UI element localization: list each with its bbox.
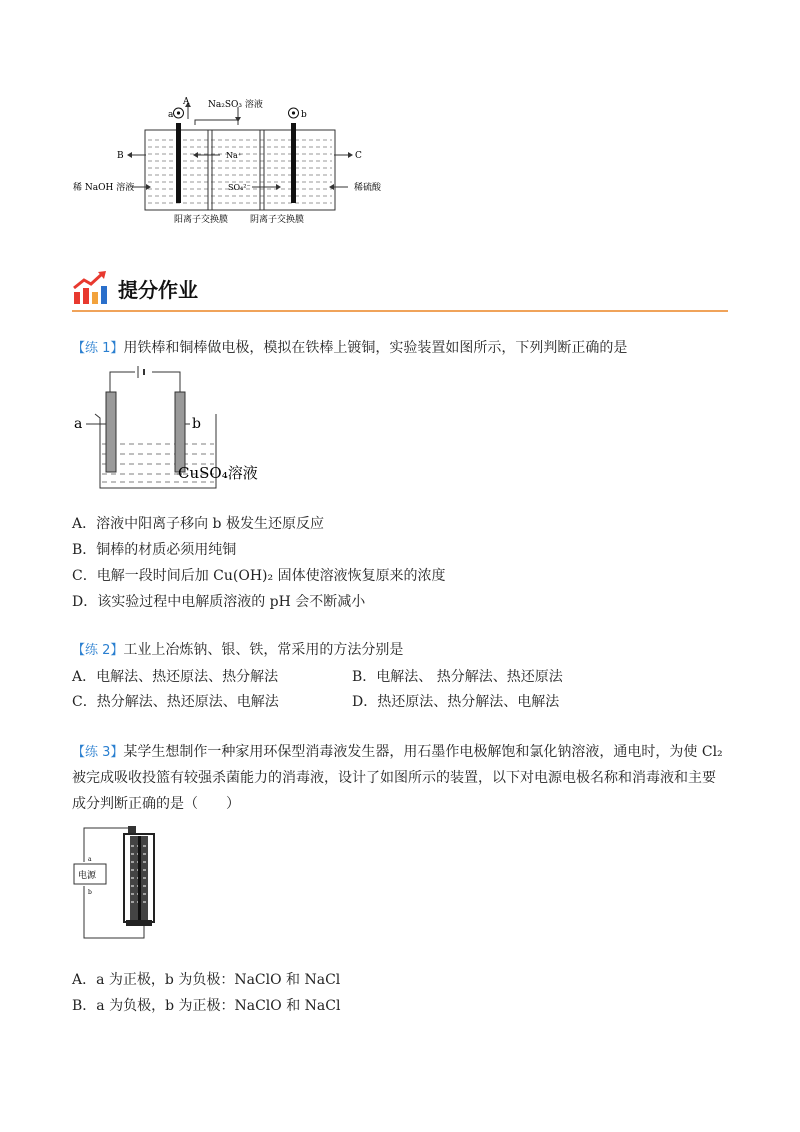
q1-option-b[interactable]: B．铜棒的材质必须用纯铜 <box>72 542 237 558</box>
q2-option-d[interactable]: D．热还原法、热分解法、电解法 <box>352 694 560 710</box>
q1-option-a[interactable]: A．溶液中阳离子移向 b 极发生还原反应 <box>72 516 324 532</box>
q3-terminal-b: b <box>88 889 92 896</box>
q1-solution-label: CuSO₄溶液 <box>178 464 258 482</box>
q2-stem: 工业上冶炼钠、银、铁，常采用的方法分别是 <box>123 642 404 658</box>
cation-membrane-label: 阳离子交换膜 <box>174 215 229 225</box>
q3-option-b[interactable]: B．a 为负极，b 为正极：NaClO 和 NaCl <box>72 998 341 1014</box>
na-ion-label: Na⁺ <box>226 151 242 160</box>
electrode-a-label: a <box>168 110 174 120</box>
q2-option-a[interactable]: A．电解法、热还原法、热分解法 <box>72 669 279 685</box>
q1-stem-line <box>72 338 627 359</box>
q1-electroplating-figure <box>70 362 270 497</box>
q2-option-b[interactable]: B．电解法、 热分解法、热还原法 <box>352 669 563 685</box>
q3-stem-1: 某学生想制作一种家用环保型消毒液发生器，用石墨作电极解饱和氯化钠溶液，通电时，为使 Cl₂ <box>123 744 723 760</box>
disinfectant-generator-diagram <box>72 822 172 944</box>
q3-tag: 【练 3】 <box>72 745 124 760</box>
q3-terminal-a: a <box>88 856 92 863</box>
q1-stem: 用铁棒和铜棒做电极，模拟在铁棒上镀铜，实验装置如图所示，下列判断正确的是 <box>123 340 628 356</box>
electroplating-diagram <box>70 362 270 497</box>
q1-option-d[interactable]: D．该实验过程中电解质溶液的 pH 会不断减小 <box>72 594 366 610</box>
outlet-A-label: A <box>183 97 190 107</box>
na2so3-label: Na₂SO₃ 溶液 <box>208 100 263 110</box>
q3-stem-line3: 成分判断正确的是（ ） <box>72 796 240 812</box>
section-divider <box>72 310 728 312</box>
outlet-B-label: B <box>117 151 124 161</box>
so4-ion-label: SO₄²⁻ <box>228 183 251 192</box>
naoh-label: 稀 NaOH 溶液 <box>73 183 135 193</box>
q1-tag: 【练 1】 <box>72 341 124 356</box>
section-title: 提分作业 <box>118 278 198 302</box>
q1-electrode-a-label: a <box>74 416 83 432</box>
membrane-cell-diagram <box>70 95 390 230</box>
electrolysis-membrane-figure <box>70 95 390 230</box>
q2-option-c[interactable]: C．热分解法、热还原法、电解法 <box>72 694 279 710</box>
q3-stem-line1 <box>72 742 723 763</box>
outlet-C-label: C <box>355 151 362 161</box>
section-icon <box>72 270 108 306</box>
q3-power-label: 电源 <box>78 871 97 881</box>
q2-tag: 【练 2】 <box>72 643 124 658</box>
q3-disinfectant-figure <box>72 822 172 944</box>
h2so4-label: 稀硫酸 <box>354 183 382 193</box>
q2-stem-line <box>72 640 403 661</box>
q1-electrode-b-label: b <box>192 416 201 432</box>
electrode-b-label: b <box>301 110 307 120</box>
anion-membrane-label: 阴离子交换膜 <box>250 215 305 225</box>
q1-option-c[interactable]: C．电解一段时间后加 Cu(OH)₂ 固体使溶液恢复原来的浓度 <box>72 568 446 584</box>
rising-chart-icon <box>72 270 108 306</box>
q3-option-a[interactable]: A．a 为正极，b 为负极：NaClO 和 NaCl <box>72 972 341 988</box>
q3-stem-line2: 被完成吸收投篮有较强杀菌能力的消毒液，设计了如图所示的装置，以下对电源电极名称和消毒液和主要 <box>72 770 716 786</box>
